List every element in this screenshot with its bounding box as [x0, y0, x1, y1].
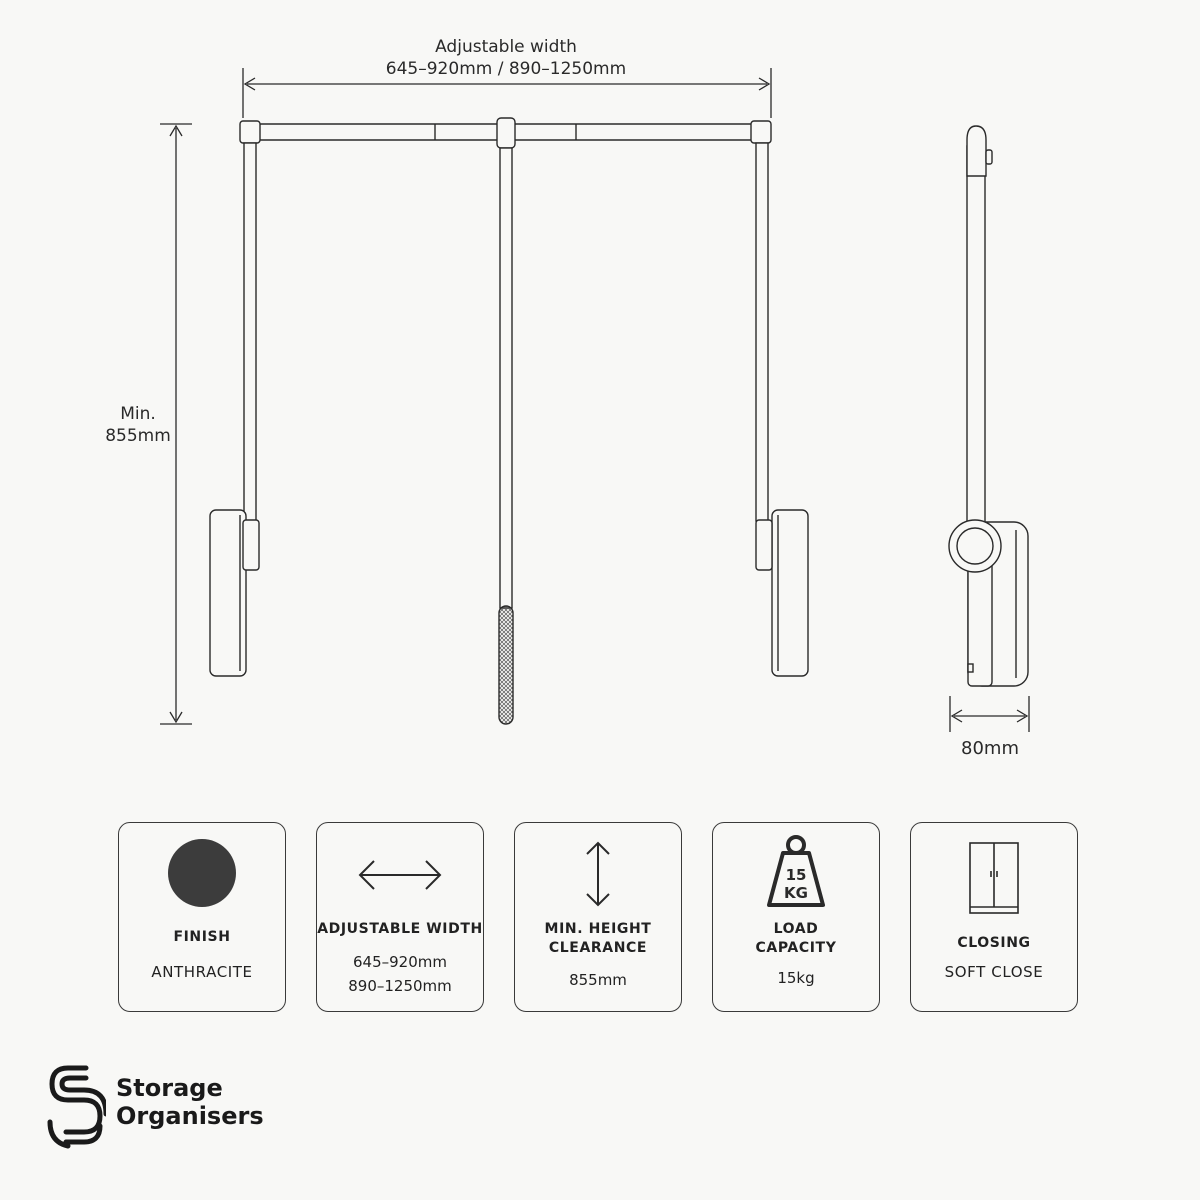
spec-value: 15kg	[777, 969, 815, 987]
width-label-line2: 645–920mm / 890–1250mm	[385, 59, 627, 79]
depth-label: 80mm	[961, 738, 1019, 759]
weight-icon	[713, 833, 879, 913]
spec-value: SOFT CLOSE	[944, 963, 1044, 981]
spec-title: ADJUSTABLE WIDTH	[317, 921, 483, 937]
height-label	[90, 403, 186, 447]
width-label	[356, 36, 656, 80]
brand-name-line2: Organisers	[116, 1102, 264, 1130]
finish-swatch-icon	[119, 837, 285, 917]
depth-dimension-line	[950, 696, 1029, 732]
spec-card-load-capacity	[712, 822, 880, 1012]
spec-value: 855mm	[569, 971, 627, 989]
spec-value-line1: 645–920mm	[353, 953, 447, 971]
spec-card-closing	[910, 822, 1078, 1012]
spec-title: FINISH	[173, 929, 231, 945]
spec-value-line2: 890–1250mm	[348, 977, 452, 995]
spec-title-line1: LOAD	[773, 921, 819, 937]
width-label-line1: Adjustable width	[435, 37, 577, 57]
brand-name-line1: Storage	[116, 1074, 223, 1102]
vertical-arrow-icon	[515, 839, 681, 919]
spec-title-line2: CLEARANCE	[548, 940, 648, 956]
spec-card-min-height	[514, 822, 682, 1012]
weight-icon-number: 15	[785, 866, 807, 884]
spec-card-finish	[118, 822, 286, 1012]
weight-icon-unit: KG	[784, 884, 808, 902]
side-view-rail	[949, 126, 1028, 686]
horizontal-arrow-icon	[317, 837, 483, 917]
spec-title-line2: CAPACITY	[755, 940, 837, 956]
wardrobe-icon	[911, 841, 1077, 921]
height-label-line2: 855mm	[105, 426, 171, 446]
spec-title-line1: MIN. HEIGHT	[544, 921, 652, 937]
spec-title: CLOSING	[957, 935, 1031, 951]
front-view-rail	[210, 118, 808, 724]
height-label-line1: Min.	[120, 404, 156, 424]
brand-logo-icon	[46, 1062, 106, 1152]
brand-name	[116, 1074, 264, 1130]
spec-card-adjustable-width	[316, 822, 484, 1012]
spec-value: ANTHRACITE	[151, 963, 253, 981]
